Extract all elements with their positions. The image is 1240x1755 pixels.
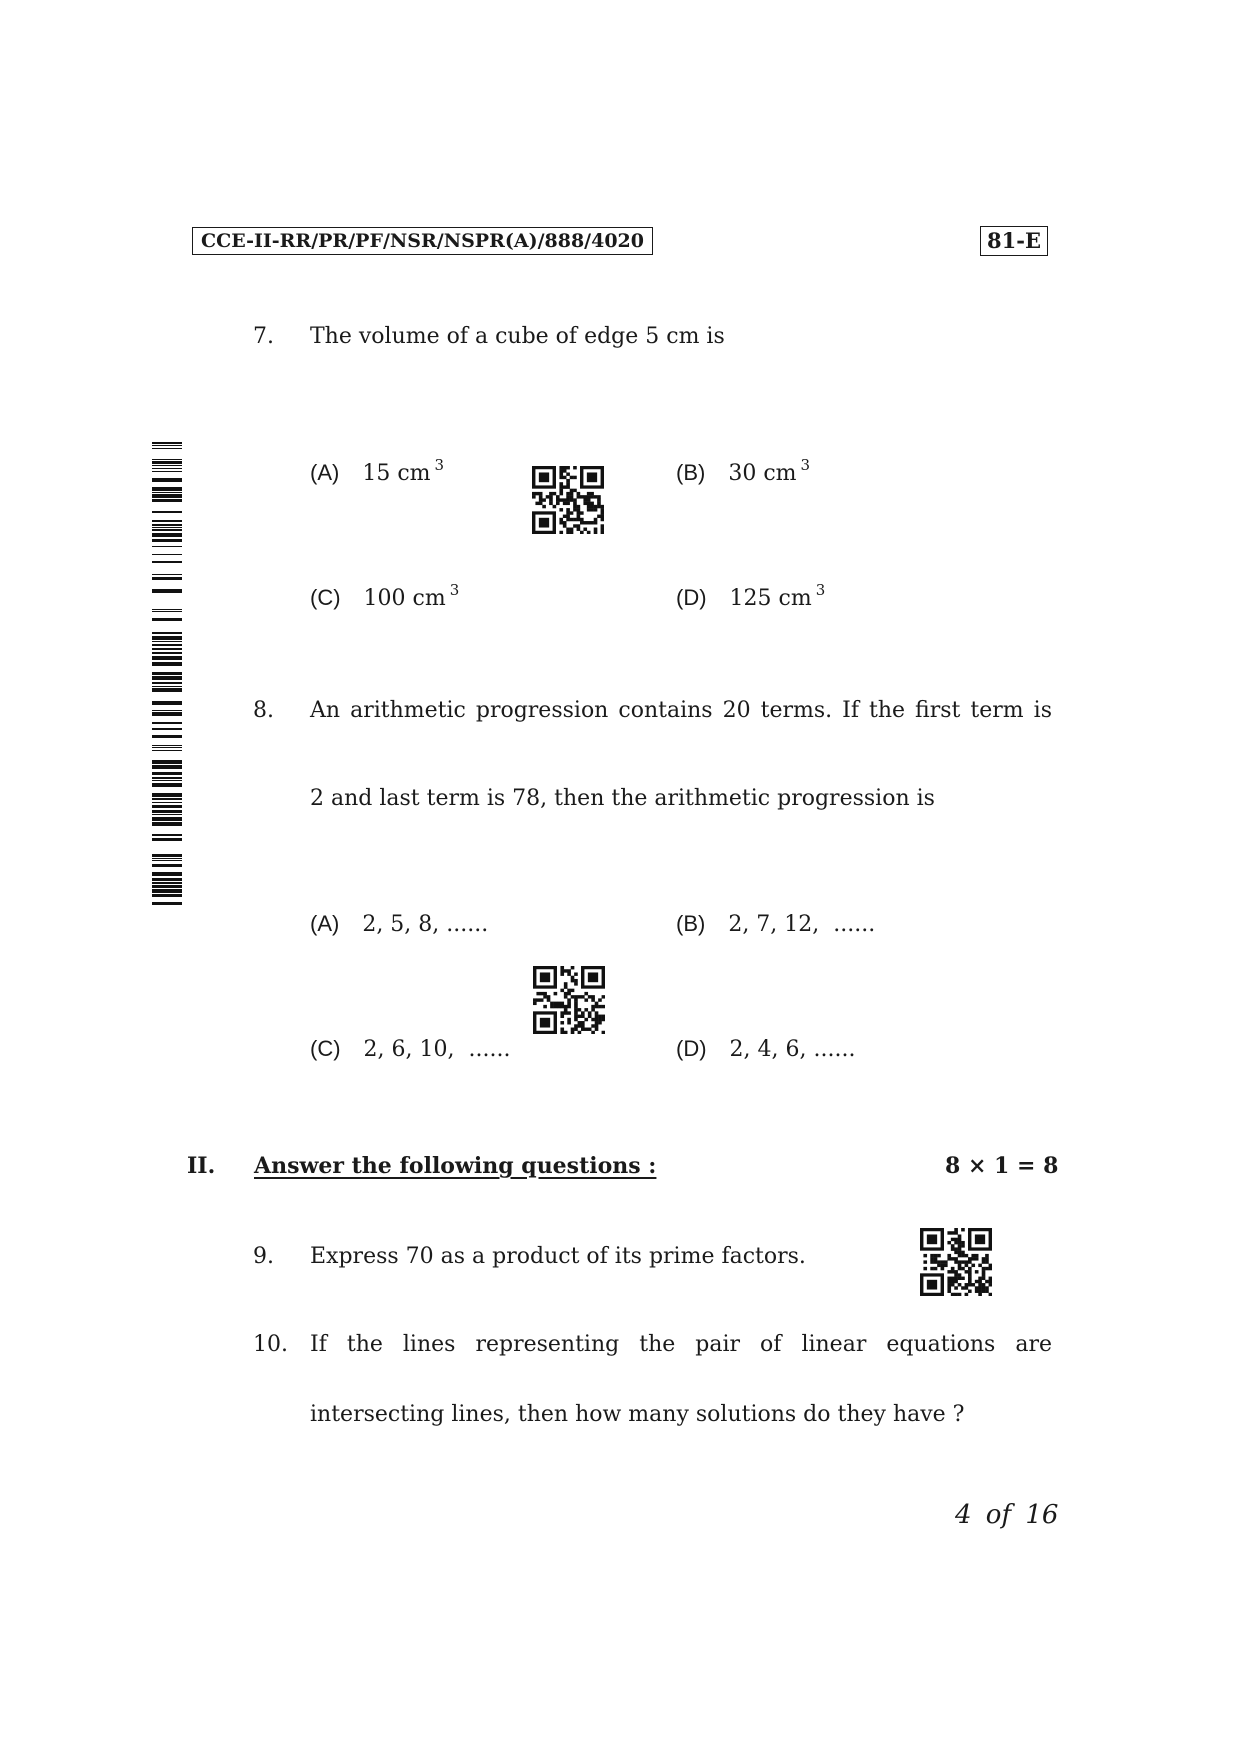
option-label: (A) [310, 460, 340, 485]
q8-option-c [310, 1035, 510, 1064]
question-10-line-1: If the lines representing the pair of linear equations are [310, 1332, 1052, 1357]
question-8-line-1: An arithmetic progression contains 20 terms. If the first term is [310, 698, 1052, 723]
option-value: 2, 4, 6, ...... [729, 1037, 856, 1062]
question-10-number: 10. [253, 1332, 288, 1357]
option-value: 30 cm [728, 461, 797, 486]
superscript: 3 [800, 456, 811, 474]
superscript: 3 [449, 581, 460, 599]
qr-code-q9 [920, 1228, 992, 1296]
question-8-line-2: 2 and last term is 78, then the arithmetic progression is [310, 786, 935, 811]
page-number: 4 of 16 [955, 1500, 1059, 1530]
option-label: (C) [310, 1036, 341, 1061]
option-value: 125 cm [729, 586, 812, 611]
question-9-text: Express 70 as a product of its prime factors. [310, 1244, 806, 1269]
option-label: (B) [676, 460, 706, 485]
option-value: 2, 7, 12, ...... [728, 912, 876, 937]
question-9-number: 9. [253, 1244, 274, 1269]
qr-code-q8 [533, 966, 605, 1034]
question-7-number: 7. [253, 324, 274, 349]
option-value: 100 cm [363, 586, 446, 611]
option-label: (D) [676, 585, 707, 610]
question-7-text: The volume of a cube of edge 5 cm is [310, 324, 725, 349]
q7-option-a [310, 451, 444, 488]
qr-code-q7 [532, 466, 604, 534]
q8-option-d [676, 1035, 855, 1064]
q7-option-d [676, 576, 825, 613]
option-value: 2, 6, 10, ...... [363, 1037, 511, 1062]
q7-option-b [676, 451, 810, 488]
option-value: 2, 5, 8, ...... [362, 912, 489, 937]
paper-number: 81-E [980, 226, 1048, 256]
question-8-number: 8. [253, 698, 274, 723]
option-label: (A) [310, 911, 340, 936]
section-marks: 8 × 1 = 8 [945, 1153, 1059, 1179]
question-paper-code: CCE-II-RR/PR/PF/NSR/NSPR(A)/888/4020 [192, 227, 653, 255]
option-label: (D) [676, 1036, 707, 1061]
question-10-line-2: intersecting lines, then how many solutions do they have ? [310, 1402, 965, 1427]
superscript: 3 [434, 456, 445, 474]
section-heading: Answer the following questions : [254, 1153, 657, 1179]
section-number: II. [187, 1153, 216, 1179]
side-barcode [152, 442, 182, 906]
option-label: (C) [310, 585, 341, 610]
superscript: 3 [815, 581, 826, 599]
option-label: (B) [676, 911, 706, 936]
q8-option-a [310, 910, 488, 939]
option-value: 15 cm [362, 461, 431, 486]
q7-option-c [310, 576, 459, 613]
q8-option-b [676, 910, 875, 939]
